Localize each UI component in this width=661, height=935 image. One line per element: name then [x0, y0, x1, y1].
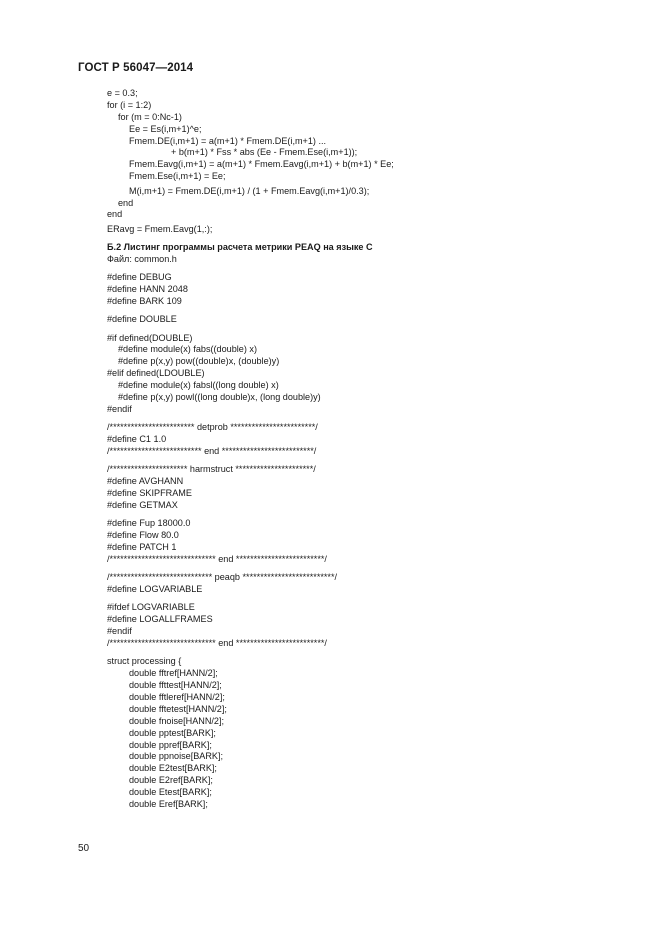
- code-line: double Etest[BARK];: [129, 787, 212, 798]
- code-listing: [107, 88, 627, 811]
- code-line: for (i = 1:2): [107, 99, 152, 110]
- code-line: #endif: [107, 403, 132, 414]
- code-line: #define module(x) fabsl((long double) x): [118, 380, 279, 391]
- code-line: ERavg = Fmem.Eavg(1,:);: [107, 223, 213, 234]
- code-line: #define AVGHANN: [107, 476, 184, 487]
- code-line: /********************** harmstruct **********************/: [107, 464, 316, 475]
- code-line: M(i,m+1) = Fmem.DE(i,m+1) / (1 + Fmem.Eavg(i,m+1)/0.3);: [129, 185, 370, 196]
- code-line: /************************** end **************************/: [107, 446, 317, 456]
- code-line: end: [118, 197, 134, 208]
- code-line: Fmem.Eavg(i,m+1) = a(m+1) * Fmem.Eavg(i,m+1) + b(m+1) * Ee;: [129, 159, 394, 170]
- code-line: double fnoise[HANN/2];: [129, 715, 225, 726]
- code-line: #define module(x) fabs((double) x): [118, 344, 257, 355]
- code-line: double fftetest[HANN/2];: [129, 703, 227, 714]
- section-heading: Б.2 Листинг программы расчета метрики PEAQ на языке С: [107, 242, 373, 253]
- code-line: #define DEBUG: [107, 272, 172, 283]
- code-line: /***************************** peaqb **************************/: [107, 572, 338, 583]
- code-line: e = 0.3;: [107, 88, 138, 98]
- document-header: ГОСТ Р 56047—2014: [78, 62, 194, 74]
- code-line: + b(m+1) * Fss * abs (Ee - Fmem.Ese(i,m+1));: [171, 147, 358, 158]
- code-line: #elif defined(LDOUBLE): [107, 368, 205, 379]
- code-line: double ppref[BARK];: [129, 739, 212, 750]
- code-line: double ffttest[HANN/2];: [129, 680, 222, 691]
- code-line: #define BARK 109: [107, 296, 182, 307]
- code-line: #ifdef LOGVARIABLE: [107, 602, 195, 613]
- code-line: #define LOGVARIABLE: [107, 584, 203, 595]
- code-line: #define Flow 80.0: [107, 530, 179, 541]
- code-line: Fmem.Ese(i,m+1) = Ee;: [129, 171, 226, 182]
- code-line: #define PATCH 1: [107, 542, 177, 553]
- code-line: double Eref[BARK];: [129, 799, 208, 809]
- code-line: double ppnoise[BARK];: [129, 751, 224, 762]
- code-line: for (m = 0:Nc-1): [118, 111, 182, 122]
- page-number: 50: [78, 843, 90, 854]
- code-line: /****************************** end *************************/: [107, 638, 327, 649]
- code-line: #define p(x,y) powl((long double)x, (long double)y): [118, 392, 321, 403]
- code-line: /****************************** end *************************/: [107, 553, 327, 564]
- code-line: #define p(x,y) pow((double)x, (double)y): [118, 356, 280, 367]
- code-line: #define HANN 2048: [107, 284, 188, 295]
- code-line: #define C1 1.0: [107, 434, 167, 445]
- code-line: #endif: [107, 626, 132, 637]
- code-line: #if defined(DOUBLE): [107, 332, 193, 343]
- code-line: double pptest[BARK];: [129, 727, 216, 738]
- code-line: #define GETMAX: [107, 499, 178, 510]
- code-line: struct processing {: [107, 656, 182, 667]
- code-line: #define DOUBLE: [107, 314, 177, 325]
- code-line: end: [107, 209, 123, 220]
- code-line: double fftleref[HANN/2];: [129, 691, 225, 702]
- code-line: double E2ref[BARK];: [129, 775, 213, 786]
- code-line: double fftref[HANN/2];: [129, 668, 218, 679]
- code-line: Ee = Es(i,m+1)^e;: [129, 123, 202, 134]
- code-line: double E2test[BARK];: [129, 763, 217, 774]
- code-line: #define LOGALLFRAMES: [107, 614, 213, 625]
- file-label: Файл: common.h: [107, 253, 177, 264]
- code-line: #define Fup 18000.0: [107, 518, 191, 529]
- code-line: /************************ detprob ************************/: [107, 422, 318, 433]
- code-line: Fmem.DE(i,m+1) = a(m+1) * Fmem.DE(i,m+1) ...: [129, 135, 327, 146]
- code-line: #define SKIPFRAME: [107, 488, 192, 499]
